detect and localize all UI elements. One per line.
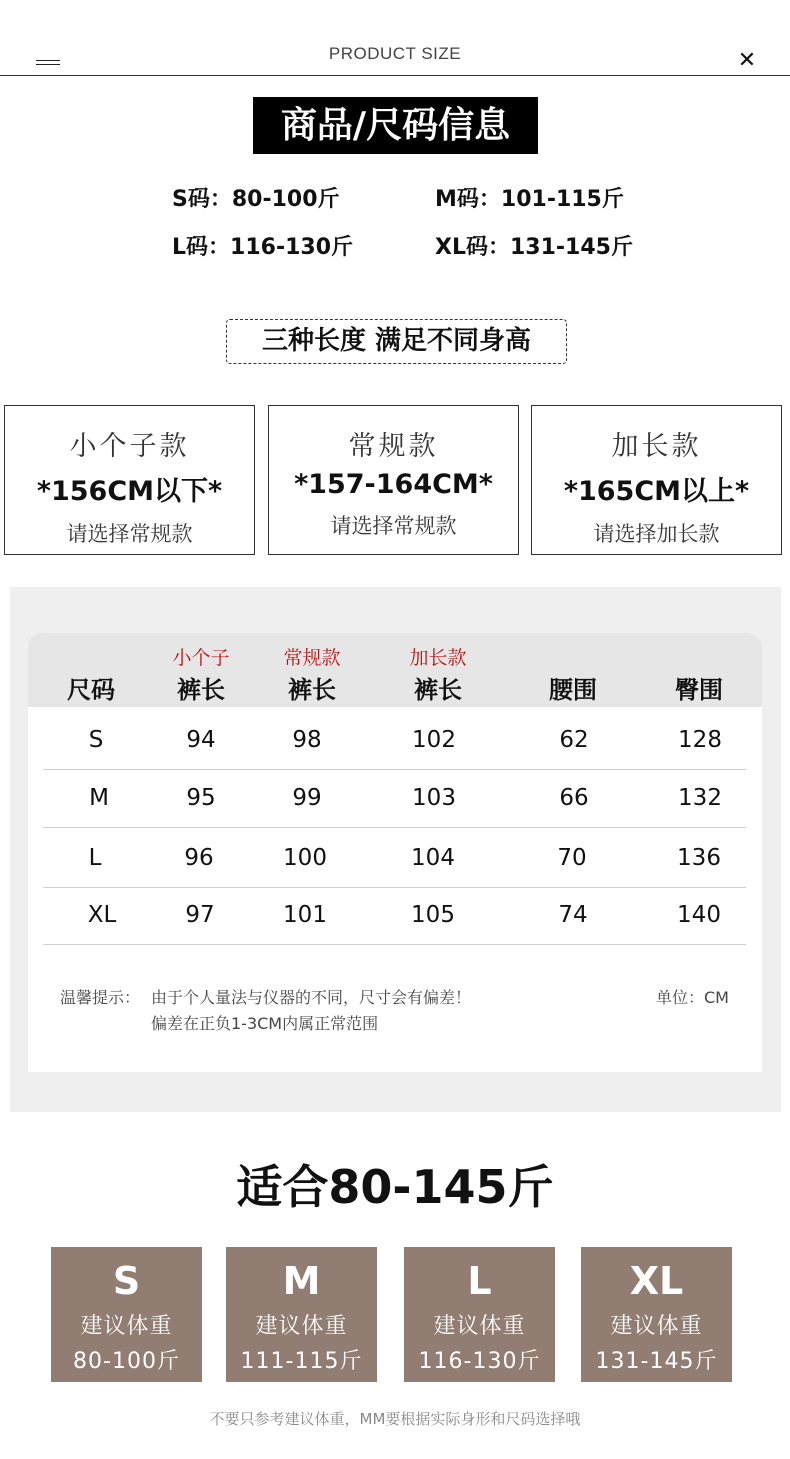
weight-card-size: L bbox=[467, 1259, 492, 1303]
cell-long: 102 bbox=[412, 727, 456, 753]
length-card-long bbox=[531, 405, 782, 555]
length-card-range: *157-164CM* bbox=[294, 469, 493, 500]
cell-hip: 128 bbox=[678, 727, 722, 753]
weight-card-range: 116-130斤 bbox=[418, 1349, 541, 1374]
length-card-note: 请选择常规款 bbox=[66, 522, 193, 546]
fit-title: 适合80-145斤 bbox=[236, 1160, 554, 1214]
section-banner: 商品/尺码信息 bbox=[253, 97, 538, 154]
size-range-l: L码：116-130斤 bbox=[172, 235, 353, 260]
cell-petite: 95 bbox=[186, 785, 216, 811]
cell-waist: 74 bbox=[558, 902, 588, 928]
page-title: PRODUCT SIZE bbox=[328, 44, 462, 63]
row-divider bbox=[43, 944, 746, 945]
cell-waist: 70 bbox=[557, 845, 587, 871]
cell-hip: 136 bbox=[677, 845, 721, 871]
length-card-range: *156CM以下* bbox=[36, 476, 223, 507]
cell-size: M bbox=[89, 785, 109, 811]
cell-hip: 132 bbox=[678, 785, 722, 811]
header-petite-tag: 小个子 bbox=[172, 647, 230, 669]
weight-card-size: S bbox=[112, 1259, 141, 1303]
cell-regular: 100 bbox=[283, 845, 327, 871]
header-long-length: 裤长 bbox=[414, 676, 462, 704]
size-range-m: M码：101-115斤 bbox=[435, 187, 624, 212]
length-card-title: 常规款 bbox=[348, 431, 439, 462]
cell-regular: 101 bbox=[283, 902, 327, 928]
row-divider bbox=[43, 887, 746, 888]
weight-card-m bbox=[226, 1247, 377, 1382]
header-hip: 臀围 bbox=[675, 676, 723, 704]
cell-size: XL bbox=[87, 902, 117, 928]
cell-regular: 99 bbox=[292, 785, 322, 811]
cell-size: S bbox=[88, 727, 104, 753]
weight-card-size: XL bbox=[629, 1259, 684, 1303]
header-waist: 腰围 bbox=[549, 676, 597, 704]
lengths-heading: 三种长度 满足不同身高 bbox=[226, 319, 567, 364]
header-divider bbox=[0, 75, 790, 76]
cell-waist: 66 bbox=[559, 785, 589, 811]
tip-line-1: 由于个人量法与仪器的不同，尺寸会有偏差！ bbox=[151, 988, 472, 1007]
close-icon[interactable]: ✕ bbox=[737, 48, 757, 73]
size-range-xl: XL码：131-145斤 bbox=[435, 235, 633, 260]
weight-card-label: 建议体重 bbox=[255, 1314, 348, 1339]
weight-card-size: M bbox=[282, 1259, 321, 1303]
length-card-regular bbox=[268, 405, 519, 555]
tip-label: 温馨提示： bbox=[60, 988, 141, 1007]
header-long-tag: 加长款 bbox=[409, 647, 467, 669]
weight-card-range: 111-115斤 bbox=[240, 1349, 363, 1374]
length-card-petite bbox=[4, 405, 255, 555]
cell-petite: 97 bbox=[185, 902, 215, 928]
row-divider bbox=[43, 827, 746, 828]
length-card-range: *165CM以上* bbox=[563, 476, 750, 507]
header-petite-length: 裤长 bbox=[177, 676, 225, 704]
weight-card-l bbox=[404, 1247, 555, 1382]
cell-petite: 96 bbox=[184, 845, 214, 871]
footnote: 不要只参考建议体重，MM要根据实际身形和尺码选择哦 bbox=[209, 1410, 581, 1428]
cell-long: 105 bbox=[411, 902, 455, 928]
cell-hip: 140 bbox=[677, 902, 721, 928]
size-table bbox=[28, 633, 762, 1072]
length-card-note: 请选择加长款 bbox=[593, 522, 720, 546]
weight-card-s bbox=[51, 1247, 202, 1382]
header-size: 尺码 bbox=[67, 676, 115, 704]
header-regular-length: 裤长 bbox=[288, 676, 336, 704]
length-card-title: 加长款 bbox=[611, 431, 702, 462]
cell-long: 104 bbox=[411, 845, 455, 871]
weight-card-range: 131-145斤 bbox=[595, 1349, 718, 1374]
weight-card-label: 建议体重 bbox=[80, 1314, 173, 1339]
weight-card-range: 80-100斤 bbox=[73, 1349, 180, 1374]
unit-label: 单位：CM bbox=[656, 988, 729, 1007]
cell-size: L bbox=[88, 845, 102, 871]
cell-petite: 94 bbox=[186, 727, 216, 753]
tip-line-2: 偏差在正负1-3CM内属正常范围 bbox=[151, 1014, 379, 1033]
weight-card-label: 建议体重 bbox=[610, 1314, 703, 1339]
length-card-title: 小个子款 bbox=[69, 431, 190, 462]
cell-regular: 98 bbox=[292, 727, 322, 753]
header-regular-tag: 常规款 bbox=[283, 647, 341, 669]
weight-card-label: 建议体重 bbox=[433, 1314, 526, 1339]
row-divider bbox=[43, 769, 746, 770]
length-card-note: 请选择常规款 bbox=[330, 514, 457, 538]
size-range-s: S码：80-100斤 bbox=[172, 187, 340, 212]
cell-waist: 62 bbox=[559, 727, 589, 753]
weight-card-xl bbox=[581, 1247, 732, 1382]
cell-long: 103 bbox=[412, 785, 456, 811]
